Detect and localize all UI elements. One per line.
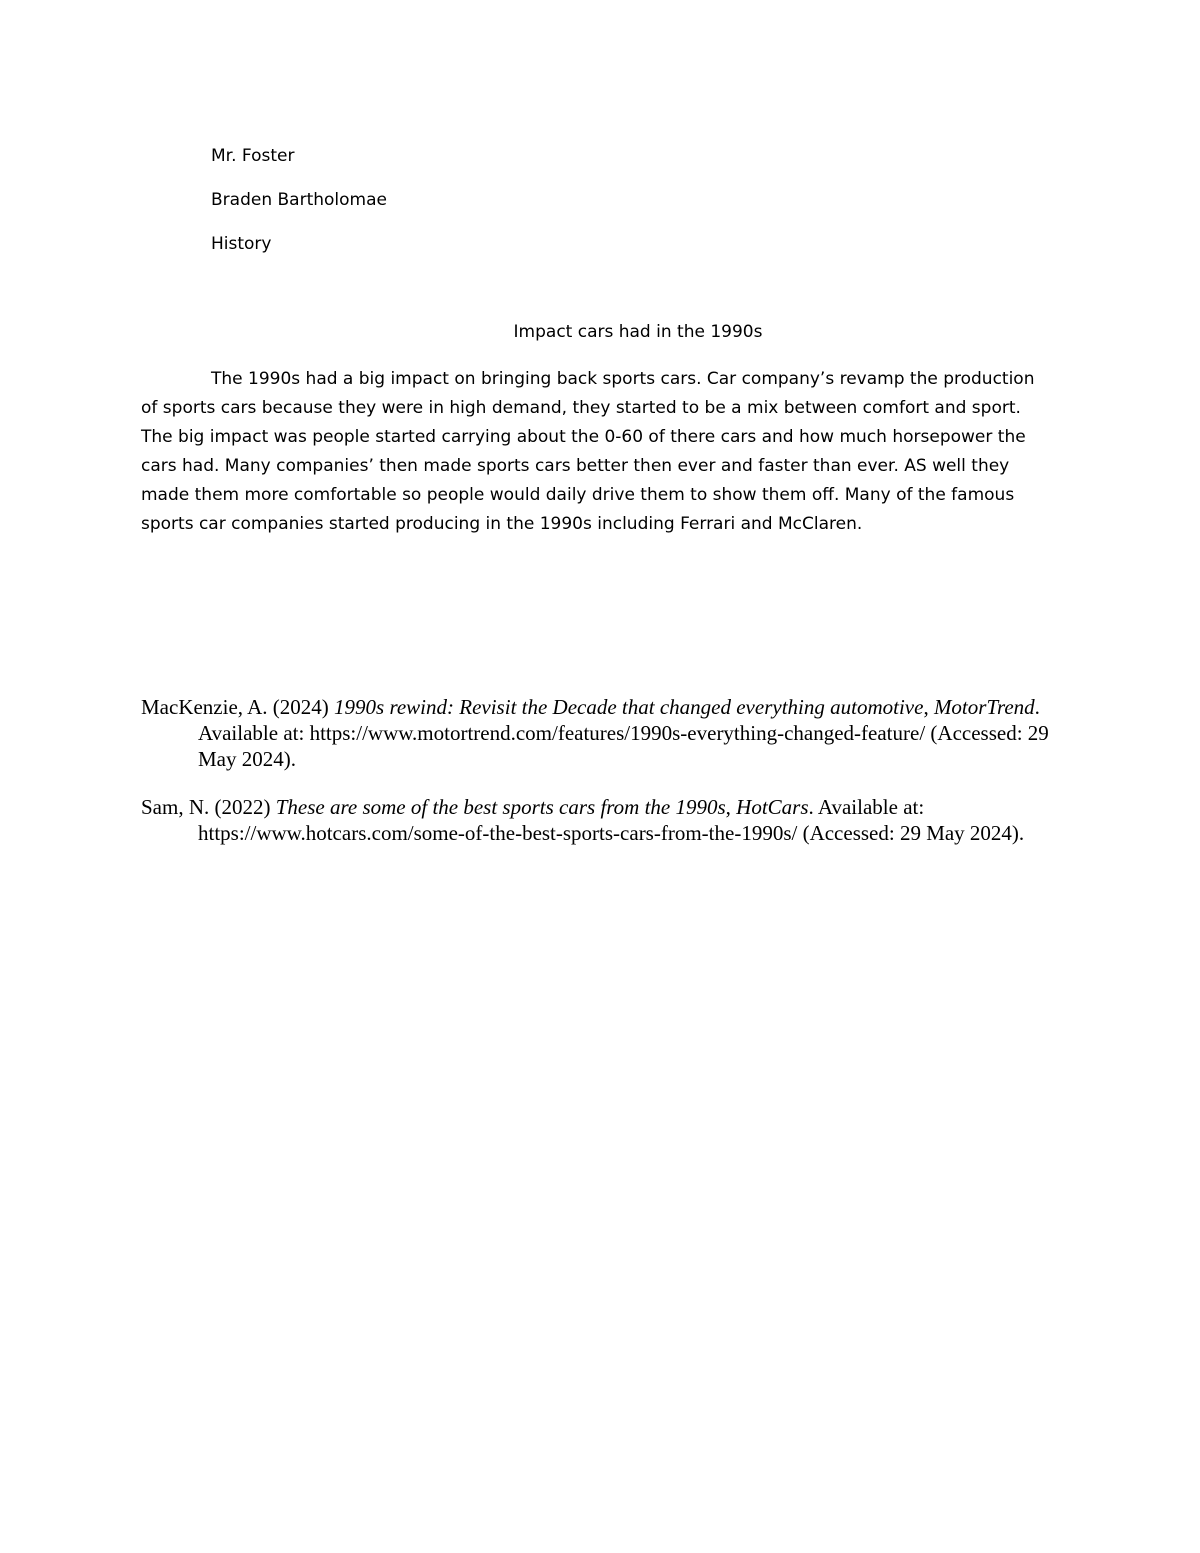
document-title: Impact cars had in the 1990s <box>513 322 763 342</box>
reference-details: . Available at: https://www.hotcars.com/some-of-the-best-sports-cars-from-the-1990s/ (Accessed: 29 May 2024). <box>198 795 1025 845</box>
reference-author: MacKenzie, A. (2024) <box>141 695 335 719</box>
reference-author: Sam, N. (2022) <box>141 795 276 819</box>
references-list <box>141 694 1061 868</box>
reference-separator: , <box>923 695 934 719</box>
student-name: Braden Bartholomae <box>211 190 387 210</box>
reference-entry <box>141 794 1061 846</box>
reference-entry <box>141 694 1061 772</box>
reference-separator: , <box>725 795 737 819</box>
reference-title: These are some of the best sports cars from the 1990s <box>275 795 726 819</box>
reference-title: 1990s rewind: Revisit the Decade that changed everything automotive <box>334 695 924 719</box>
reference-site: MotorTrend <box>933 695 1035 719</box>
subject-name: History <box>211 234 272 254</box>
reference-details: . Available at: https://www.motortrend.com/features/1990s-everything-changed-feature/ (Accessed: 29 May 2024). <box>198 695 1049 771</box>
teacher-name: Mr. Foster <box>211 146 295 166</box>
reference-site: HotCars <box>736 795 809 819</box>
body-paragraph: The 1990s had a big impact on bringing back sports cars. Car company’s revamp the production of sports cars because they were in high demand, they started to be a mix between comfort and sport. The big impact was people started carrying about the 0-60 of there cars and how much horsepower the cars had. Many companies’ then made sports cars better then ever and faster than ever. AS well they made them more comfortable so people would daily drive them to show them off. Many of the famous sports car companies started producing in the 1990s including Ferrari and McClaren. <box>141 369 1035 534</box>
